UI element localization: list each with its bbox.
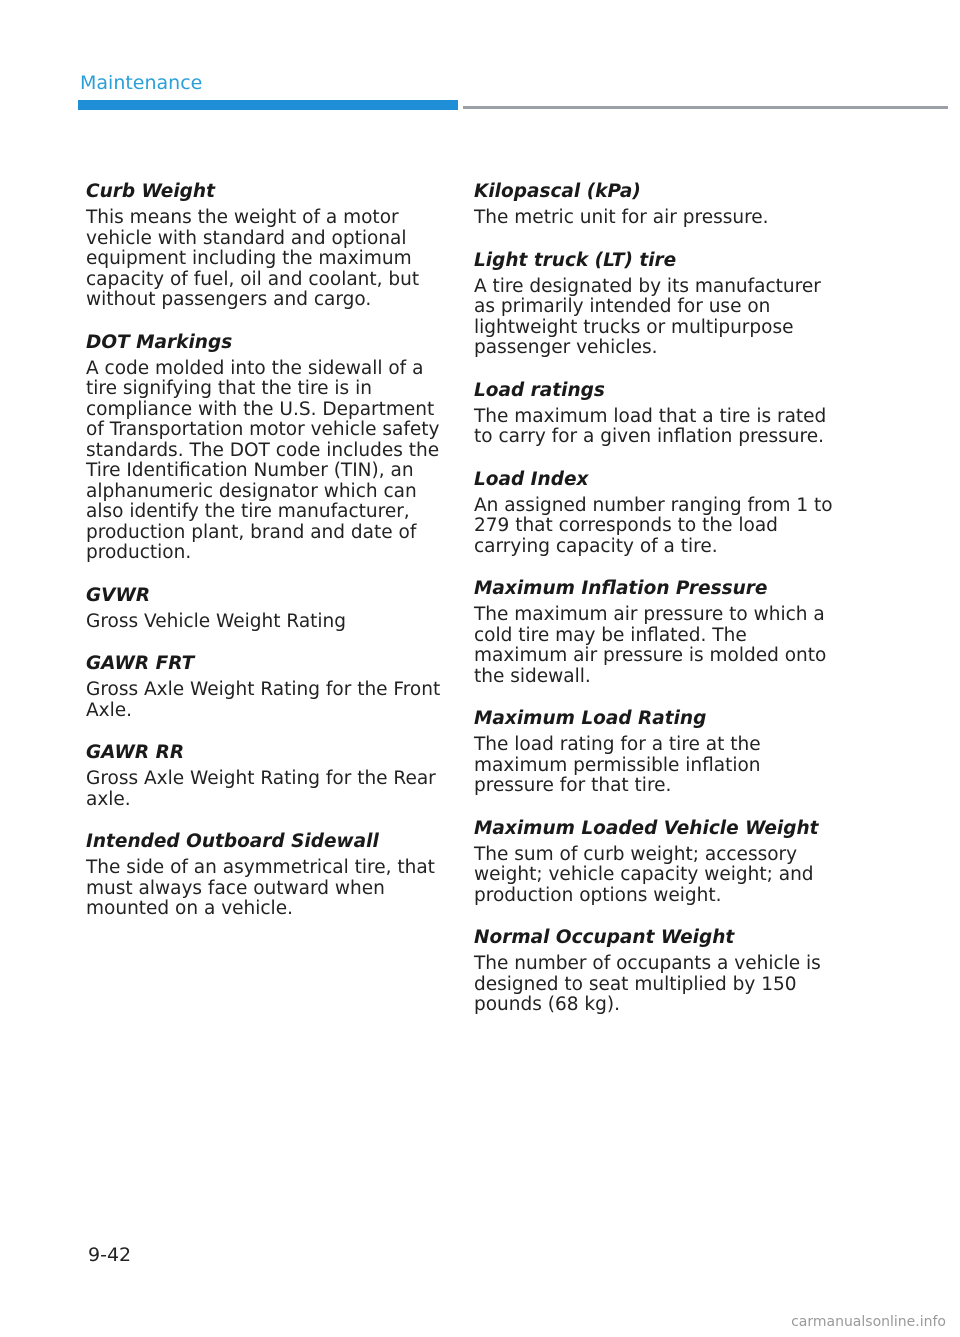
glossary-definition: The side of an asymmetrical tire, that must always face outward when mounted on a vehicle. [86,857,435,919]
glossary-entry-dot-markings [86,331,442,564]
glossary-entry-gawr-rr [86,741,442,810]
glossary-entry-gvwr [86,584,442,633]
glossary-entry-normal-occupant-weight [474,926,840,1016]
section-title: Maintenance [80,72,203,94]
glossary-definition: The sum of curb weight; accessory weight; vehicle capacity weight; and production options weight. [474,843,814,906]
glossary-entry-maximum-loaded-vehicle-weight [474,817,840,907]
glossary-term: Maximum Load Rating [474,708,707,729]
glossary-entry-load-ratings [474,379,840,448]
glossary-definition: The maximum air pressure to which a cold tire may be inflated. The maximum air pressure is molded onto the sidewall. [474,604,827,687]
glossary-entry-curb-weight [86,180,442,311]
glossary-term: Light truck (LT) tire [474,249,677,271]
glossary-term: DOT Markings [86,331,233,353]
glossary-entry-light-truck-tire [474,249,840,359]
glossary-term: Maximum Inflation Pressure [474,578,768,599]
glossary-definition: The metric unit for air pressure. [474,207,769,228]
right-column [474,180,840,1036]
glossary-entry-maximum-inflation-pressure [474,577,840,687]
glossary-entry-load-index [474,468,840,558]
glossary-term: GAWR FRT [86,653,195,674]
glossary-definition: This means the weight of a motor vehicle with standard and optional equipment including the maximum capacity of fuel, oil and coolant, but without passengers and cargo. [86,207,420,310]
header-gray-rule [463,106,948,109]
glossary-definition: A code molded into the sidewall of a tire signifying that the tire is in compliance with the U.S. Department of Transportation motor vehicle safety standards. The DOT code includes the Tire Identification Number (TIN), an alphanumeric designator which can also identify the tire manufacturer, production plant, brand and date of production. [86,357,440,563]
glossary-term: Load ratings [474,379,605,401]
glossary-definition: An assigned number ranging from 1 to 279 that corresponds to the load carrying capacity of a tire. [474,494,833,557]
glossary-term: GAWR RR [86,742,185,763]
glossary-entry-kilopascal [474,180,840,229]
glossary-definition: The load rating for a tire at the maximum permissible inflation pressure for that tire. [474,734,761,796]
glossary-definition: The maximum load that a tire is rated to carry for a given inflation pressure. [474,405,827,447]
watermark: carmanualsonline.info [791,1314,946,1330]
left-column [86,180,442,940]
glossary-definition: The number of occupants a vehicle is designed to seat multiplied by 150 pounds (68 kg). [474,953,821,1015]
glossary-term: Kilopascal (kPa) [474,181,641,202]
glossary-definition: Gross Axle Weight Rating for the Rear axle. [86,768,436,810]
glossary-term: Maximum Loaded Vehicle Weight [474,817,819,839]
glossary-term: Load Index [474,468,589,490]
glossary-entry-gawr-frt [86,652,442,721]
glossary-term: Normal Occupant Weight [474,927,735,948]
glossary-entry-maximum-load-rating [474,707,840,797]
page-number: 9-42 [88,1244,132,1266]
glossary-term: GVWR [86,584,151,606]
glossary-term: Curb Weight [86,181,215,202]
header-accent-rule [78,100,458,110]
glossary-definition: Gross Axle Weight Rating for the Front Axle. [86,679,441,721]
glossary-entry-intended-outboard-sidewall [86,830,442,920]
glossary-term: Intended Outboard Sidewall [86,831,379,852]
glossary-definition: Gross Vehicle Weight Rating [86,610,347,632]
glossary-definition: A tire designated by its manufacturer as primarily intended for use on lightweight trucks or multipurpose passenger vehicles. [474,275,821,358]
